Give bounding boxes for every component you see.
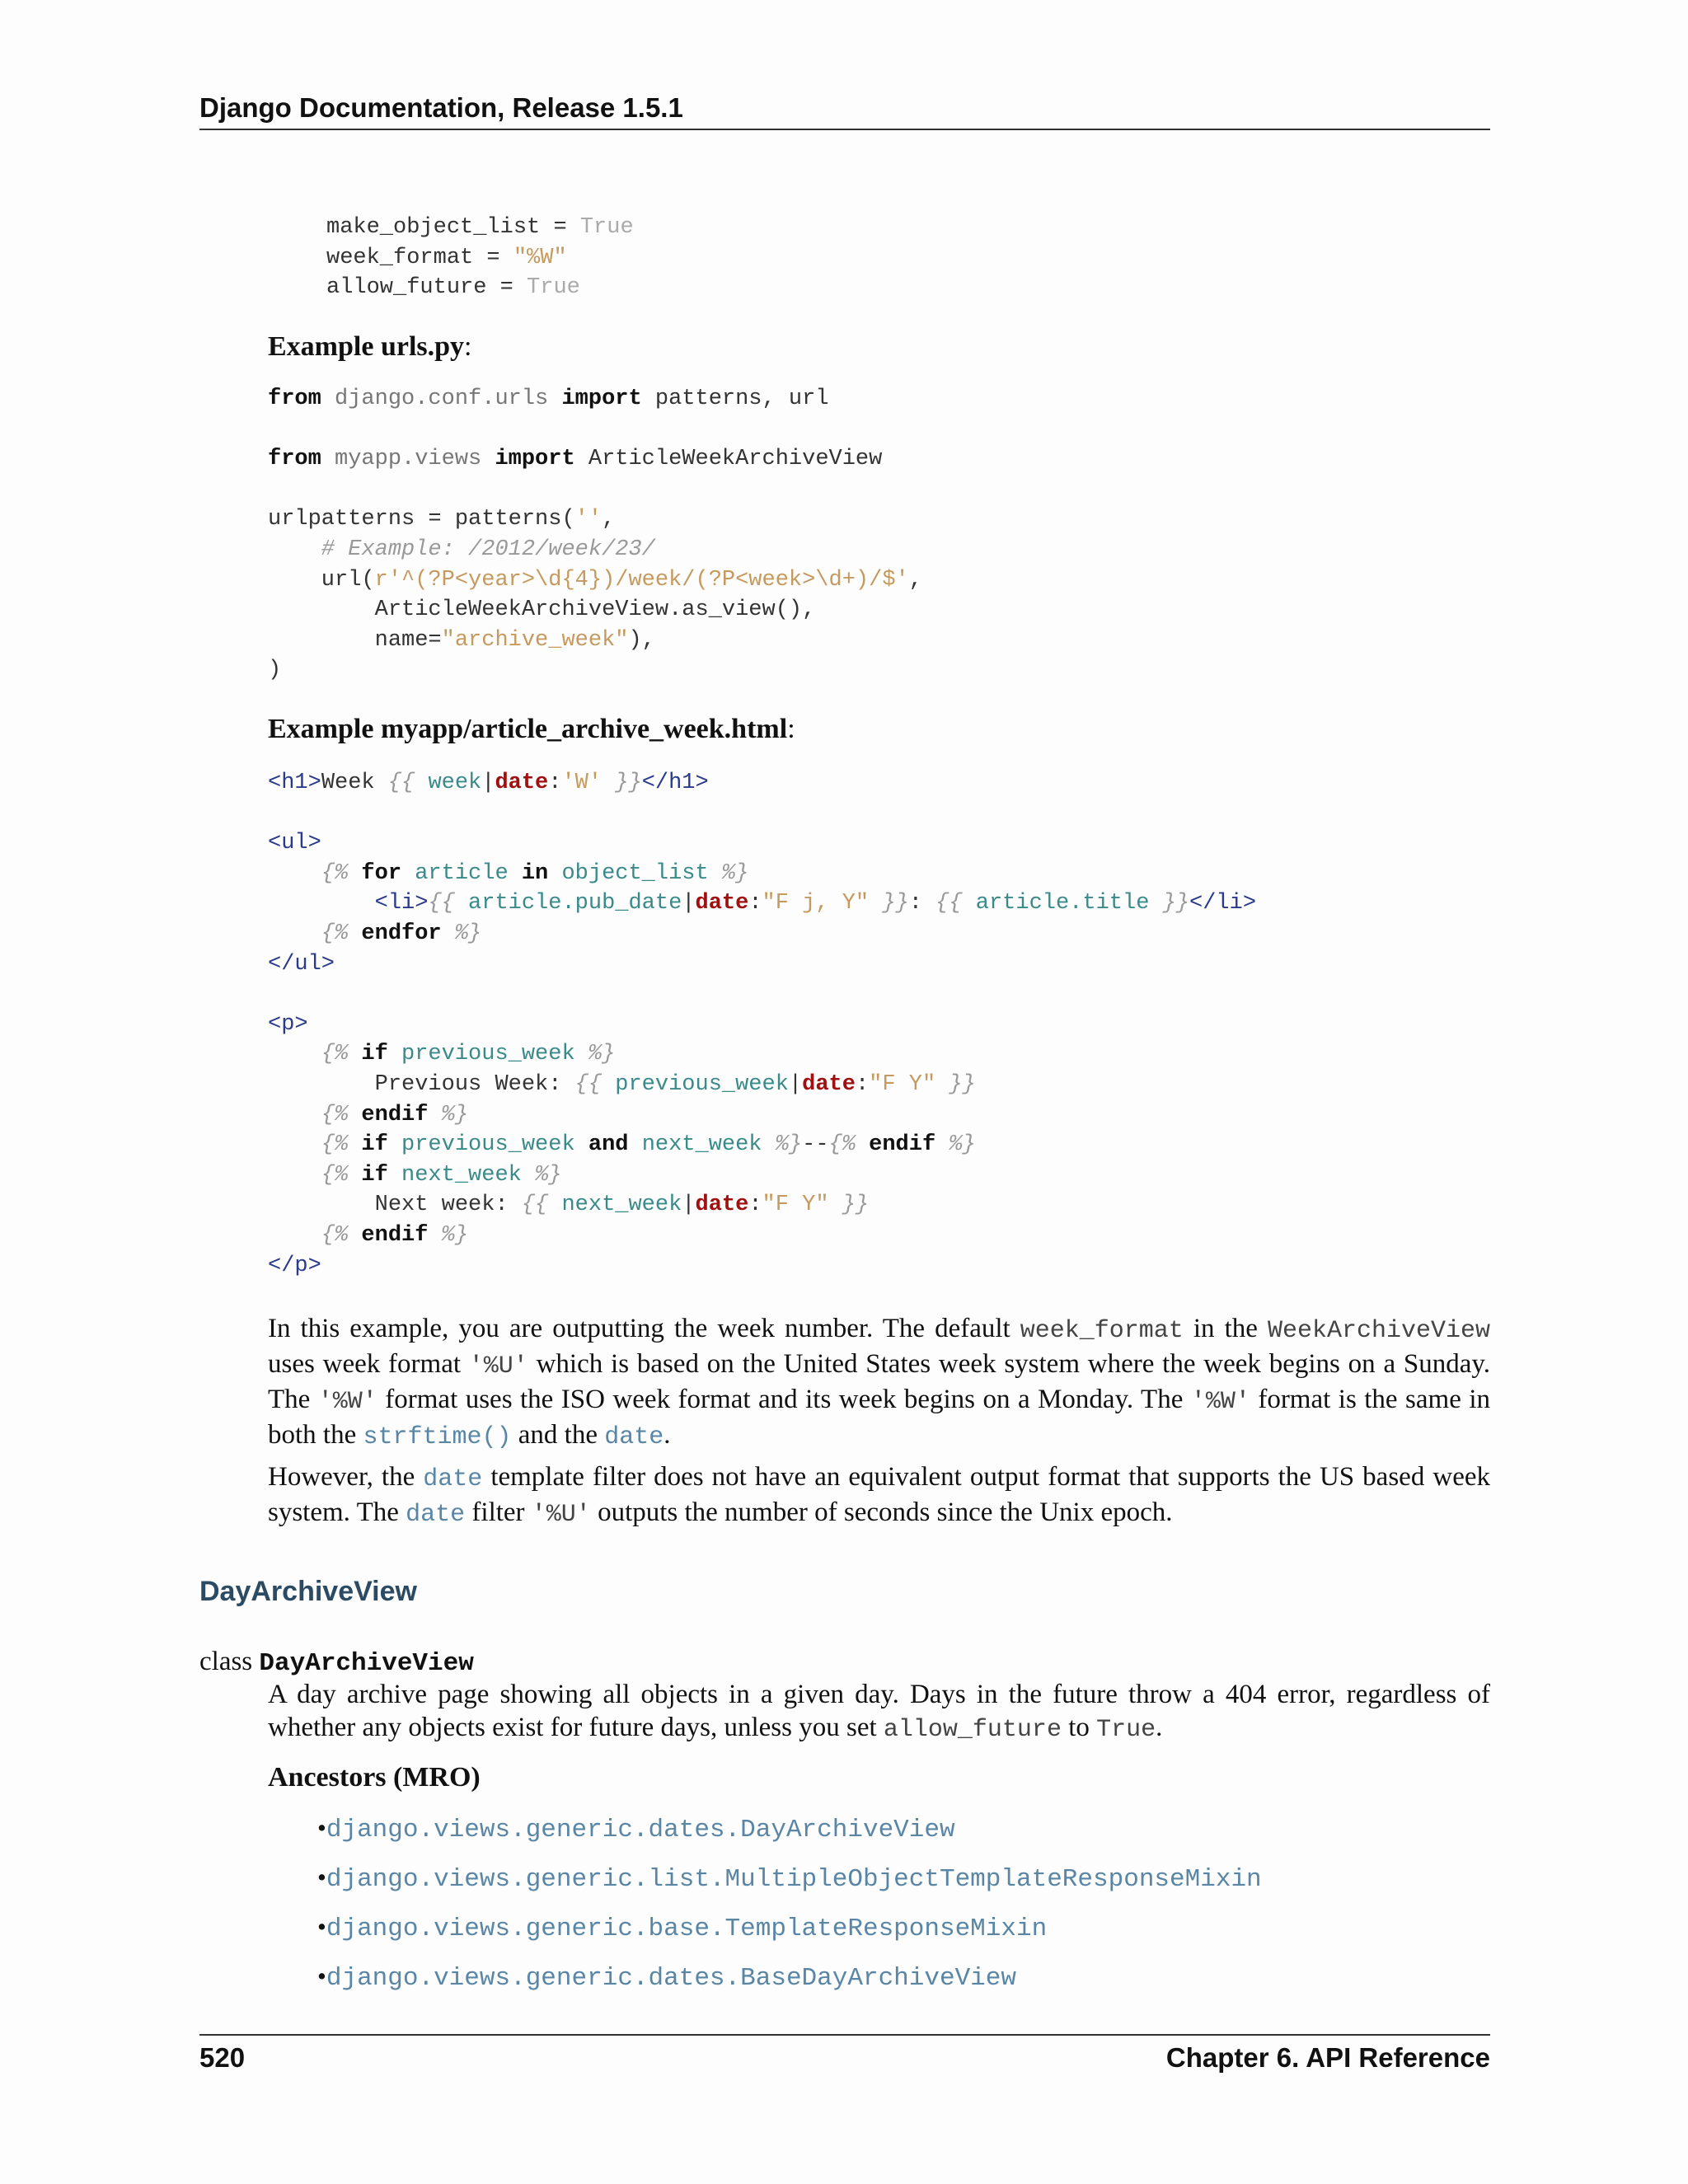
- code-block-urls: from django.conf.urls import patterns, url from myapp.views import ArticleWeekArchiveView urlpatterns = patterns('', # Example: /2012/week/23/ url(r'^(?P<year>\d{4})/week/(?P<week>\d+)/$', ArticleWeekArchiveView.as_view(), name="archive_week"), ): [268, 387, 922, 683]
- strftime-link[interactable]: strftime(): [363, 1423, 512, 1451]
- date-filter-link-2[interactable]: date: [406, 1501, 466, 1529]
- code-block-template: <h1>Week {{ week|date:'W' }}</h1> <ul> {% for article in object_list %} <li>{{ article.pub_date|date:"F j, Y" }}: {{ article.title }}</li> {% endfor %} </ul> <p> {% if previous_week %} Previous Week: {{ previous_week|date:"F Y" }} {% endif %} {% if previous_week and next_week %}--{% endif %} {% if next_week %} Next week: {{ next_week|date:"F Y" }} {% endif %} </p>: [268, 771, 1257, 1278]
- class-description: A day archive page showing all objects in a given day. Days in the future throw a 404 error, regardless of whether any objects exist for future days, unless you set allow_future to True.: [268, 1680, 1490, 1744]
- footer-rule: [199, 2034, 1490, 2036]
- mro-item[interactable]: •django.views.generic.list.MultipleObjectTemplateResponseMixin: [317, 1863, 1262, 1894]
- mro-item[interactable]: •django.views.generic.base.TemplateResponseMixin: [317, 1912, 1048, 1943]
- ancestors-label: Ancestors (MRO): [268, 1762, 481, 1793]
- page-number: 520: [199, 2042, 246, 2073]
- template-example-label: Example myapp/article_archive_week.html:: [268, 714, 795, 744]
- code-block-view-attrs: make_object_list = True week_format = "%W" allow_future = True: [326, 215, 634, 301]
- explanation-paragraph: In this example, you are outputting the week number. The default week_format in the WeekArchiveView uses week format '%U' which is based on the United States week system where the week begins on a Sunday. The '%W' format uses the ISO week format and its week begins on a Monday. The '%W' format is the same in both the strftime() and the date.: [268, 1314, 1490, 1451]
- section-title-dayarchiveview: DayArchiveView: [199, 1576, 417, 1607]
- filter-note-paragraph: However, the date template filter does not have an equivalent output format that supports the US based week system. The date filter '%U' outputs the number of seconds since the Unix epoch.: [268, 1462, 1490, 1529]
- chapter-title: Chapter 6. API Reference: [1165, 2042, 1490, 2073]
- mro-item[interactable]: •django.views.generic.dates.DayArchiveView: [317, 1813, 955, 1844]
- date-filter-link[interactable]: date: [423, 1465, 483, 1493]
- date-link[interactable]: date: [604, 1423, 664, 1451]
- class-signature: class DayArchiveView: [199, 1647, 474, 1678]
- mro-item[interactable]: •django.views.generic.dates.BaseDayArchiveView: [317, 1961, 1016, 1993]
- page-header: [199, 92, 1490, 130]
- urls-example-label: Example urls.py:: [268, 331, 472, 362]
- header-title: Django Documentation, Release 1.5.1: [199, 92, 683, 123]
